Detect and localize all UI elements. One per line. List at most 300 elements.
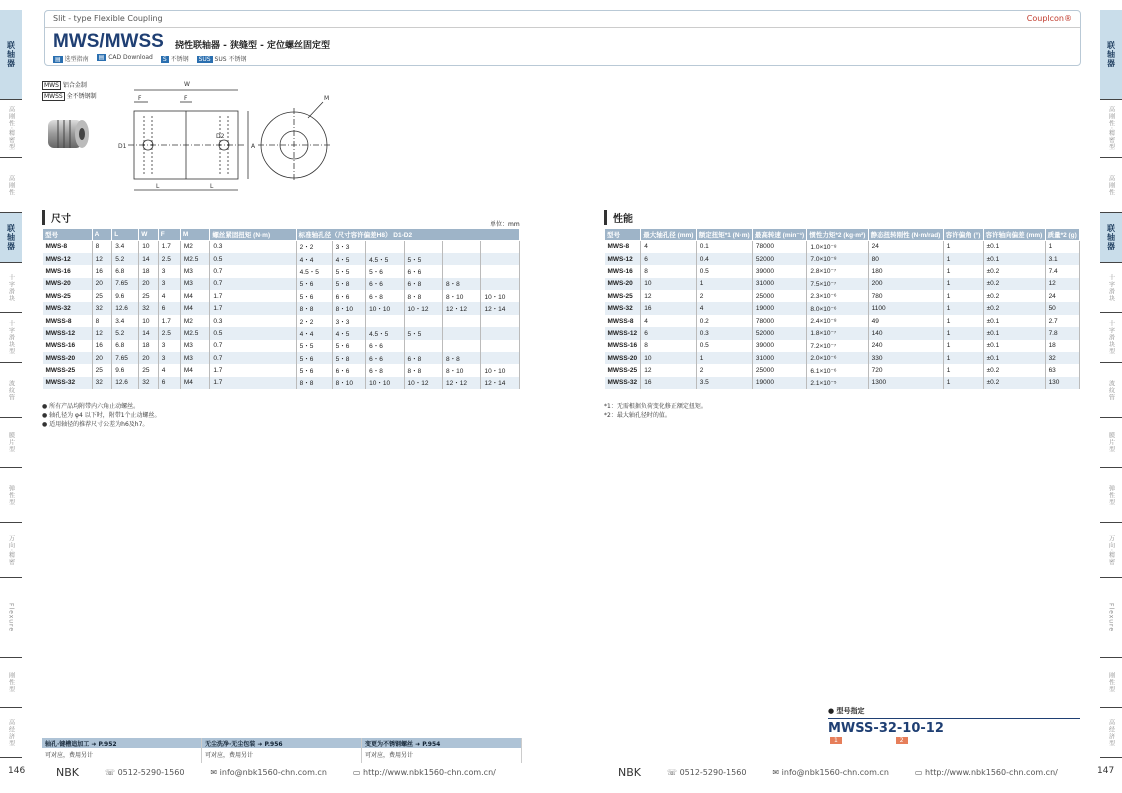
sidebar-tab[interactable]: 刚性型 xyxy=(0,658,22,708)
table-row xyxy=(605,302,1080,314)
table-cell: 2.5 xyxy=(158,327,180,339)
performance-section-title: 性能 xyxy=(604,210,633,225)
table-row xyxy=(605,278,1080,290)
url-link[interactable]: ▭ http://www.nbk1560-chn.com.cn/ xyxy=(914,768,1058,777)
table-cell xyxy=(481,327,520,339)
service-item[interactable]: 轴孔·键槽追加工 ➜ P.952 可对应，费用另计 xyxy=(42,738,202,763)
guide-link[interactable]: ▤ 选型指南 xyxy=(55,56,89,63)
table-cell: 31000 xyxy=(752,278,807,290)
table-cell: MWSS-25 xyxy=(43,364,93,376)
table-cell: 0.7 xyxy=(210,340,296,352)
table-cell: MWS-12 xyxy=(43,253,93,265)
footer-right xyxy=(618,766,1058,779)
table-cell: 0.5 xyxy=(696,340,752,352)
table-cell: 25000 xyxy=(752,290,807,302)
table-cell: 0.3 xyxy=(210,315,296,327)
table-cell: 1.7 xyxy=(210,290,296,302)
mail-icon: ✉ xyxy=(772,768,780,777)
table-cell: 780 xyxy=(868,290,943,302)
table-cell xyxy=(443,315,481,327)
table-cell: 6.1×10⁻⁶ xyxy=(807,364,868,376)
table-cell: 330 xyxy=(868,352,943,364)
table-cell: 12 xyxy=(92,253,112,265)
table-row xyxy=(605,315,1080,327)
table-cell: 4 xyxy=(158,290,180,302)
col-header: M xyxy=(180,229,209,241)
table-row xyxy=(43,290,520,302)
sidebar-tab[interactable]: 高刚性 xyxy=(1100,158,1122,213)
table-cell: 1 xyxy=(943,340,983,352)
table-cell: 3 xyxy=(158,265,180,277)
mws-badge: MWS xyxy=(44,82,59,89)
d1-label: D1 xyxy=(118,143,127,150)
sidebar-tab[interactable]: 弹性型 xyxy=(0,468,22,523)
table-cell: ±0.2 xyxy=(983,302,1045,314)
table-row xyxy=(605,364,1080,376)
table-cell: MWSS-8 xyxy=(605,315,641,327)
sidebar-tab[interactable]: 联轴器 xyxy=(0,213,22,263)
table-cell: 8・8 xyxy=(296,302,332,314)
table-cell: 3 xyxy=(158,340,180,352)
table-cell: 20 xyxy=(92,352,112,364)
sidebar-tab[interactable]: 十字滑块型 xyxy=(1100,313,1122,363)
table-cell: 10・10 xyxy=(481,290,520,302)
dimension-notes: ● 所有产品均附带内六角止动螺丝。 ● 轴孔径为 φ4 以下时，附带1个止动螺丝。 ● 适用轴径的推荐尺寸公差为h6及h7。 xyxy=(42,403,161,428)
table-cell: M3 xyxy=(180,352,209,364)
table-cell: M2 xyxy=(180,241,209,253)
sidebar-tab[interactable]: 联轴器 xyxy=(1100,10,1122,100)
sidebar-tab[interactable]: 高经济型 xyxy=(0,708,22,758)
table-cell: 4・4 xyxy=(296,253,332,265)
sidebar-tab[interactable]: 高刚性·精密型 xyxy=(1100,100,1122,158)
table-row xyxy=(605,253,1080,265)
table-cell: 25 xyxy=(92,364,112,376)
table-cell: 10・10 xyxy=(366,302,404,314)
table-cell: 0.5 xyxy=(210,327,296,339)
table-cell: 12 xyxy=(1045,278,1079,290)
table-cell: M2 xyxy=(180,315,209,327)
table-cell: 52000 xyxy=(752,253,807,265)
sidebar-tab[interactable]: Flexure xyxy=(1100,578,1122,658)
table-cell xyxy=(481,241,520,253)
table-cell: 3.4 xyxy=(112,315,139,327)
table-cell: 4・4 xyxy=(296,327,332,339)
sidebar-tab[interactable]: 膜片型 xyxy=(1100,418,1122,468)
table-row xyxy=(605,352,1080,364)
table-cell: ±0.1 xyxy=(983,315,1045,327)
table-cell: 8・8 xyxy=(443,352,481,364)
footer-brand: NBK xyxy=(618,766,641,779)
table-cell: 12 xyxy=(641,364,696,376)
table-cell: 1300 xyxy=(868,377,943,389)
service-item[interactable]: 无尘洗净·无尘包装 ➜ P.956 可对应，费用另计 xyxy=(202,738,362,763)
sidebar-tab[interactable]: 十字滑块型 xyxy=(0,313,22,363)
table-cell: MWS-8 xyxy=(605,241,641,253)
table-cell: 4・5 xyxy=(332,253,365,265)
table-cell: 6 xyxy=(641,253,696,265)
table-cell: 2.3×10⁻⁶ xyxy=(807,290,868,302)
table-cell: 39000 xyxy=(752,265,807,277)
table-cell: 1 xyxy=(943,302,983,314)
sus-link[interactable]: SUS SUS 不锈钢 xyxy=(198,56,247,63)
table-cell: ±0.1 xyxy=(983,340,1045,352)
table-cell: 10・10 xyxy=(481,364,520,376)
table-cell: 5・6 xyxy=(296,364,332,376)
w-label: W xyxy=(184,81,190,88)
col-header: 惯性力矩*2 (kg·m²) xyxy=(807,229,868,241)
web-icon: ▭ xyxy=(914,768,923,777)
product-image xyxy=(42,110,92,158)
col-header: 型号 xyxy=(43,229,93,241)
table-cell: MWS-16 xyxy=(605,265,641,277)
sidebar-tab[interactable]: 刚性型 xyxy=(1100,658,1122,708)
table-row xyxy=(43,364,520,376)
table-cell: 7.0×10⁻⁸ xyxy=(807,253,868,265)
table-cell: 4 xyxy=(641,315,696,327)
table-cell: 20 xyxy=(139,352,159,364)
sidebar-tab[interactable]: 波纹管 xyxy=(1100,363,1122,418)
table-cell: 6・8 xyxy=(366,364,404,376)
table-cell: ±0.2 xyxy=(983,278,1045,290)
table-cell: 1 xyxy=(943,241,983,253)
table-cell: 32 xyxy=(139,377,159,389)
sidebar-tab[interactable]: 高经济型 xyxy=(1100,708,1122,758)
table-cell: 16 xyxy=(92,340,112,352)
table-row xyxy=(43,265,520,277)
table-row xyxy=(43,352,520,364)
table-cell: 1 xyxy=(943,278,983,290)
table-cell: MWS-25 xyxy=(43,290,93,302)
table-cell: 130 xyxy=(1045,377,1079,389)
stainless-link[interactable]: S 不锈钢 xyxy=(162,56,189,63)
sidebar-tab[interactable]: 波纹管 xyxy=(0,363,22,418)
sidebar-tab[interactable]: 十字滑块 xyxy=(1100,263,1122,313)
order-spec xyxy=(828,706,1080,744)
table-cell: MWSS-8 xyxy=(43,315,93,327)
table-cell: 2・2 xyxy=(296,241,332,253)
table-cell: 5・6 xyxy=(366,265,404,277)
col-header: 标准轴孔径（尺寸容许偏差H8） D1-D2 xyxy=(296,229,519,241)
table-cell: 8 xyxy=(641,340,696,352)
table-cell: M4 xyxy=(180,377,209,389)
service-info-bar xyxy=(42,738,522,763)
table-cell: 6・8 xyxy=(366,290,404,302)
table-cell: 10 xyxy=(641,352,696,364)
table-cell: 4.5・5 xyxy=(366,327,404,339)
table-cell: 1 xyxy=(943,377,983,389)
table-cell: 9.6 xyxy=(112,290,139,302)
web-icon: ▭ xyxy=(352,768,361,777)
cad-link[interactable]: ▤ CAD Download xyxy=(98,54,153,61)
cad-icon: ▤ xyxy=(98,54,105,61)
table-cell: 80 xyxy=(868,253,943,265)
table-row xyxy=(43,327,520,339)
table-cell: 5.2 xyxy=(112,253,139,265)
table-cell: 7.4 xyxy=(1045,265,1079,277)
footer-left xyxy=(56,766,496,779)
table-cell: M2.5 xyxy=(180,327,209,339)
table-cell: 6・6 xyxy=(332,290,365,302)
service-item[interactable]: 变更为不锈钢螺丝 ➜ P.954 可对应，费用另计 xyxy=(362,738,522,763)
table-cell xyxy=(443,253,481,265)
sidebar-tab[interactable]: 万向·精密 xyxy=(1100,523,1122,578)
table-cell xyxy=(366,315,404,327)
table-row xyxy=(605,290,1080,302)
table-cell: 1 xyxy=(696,278,752,290)
table-row xyxy=(43,253,520,265)
table-cell: 6 xyxy=(158,302,180,314)
table-cell: 3 xyxy=(158,278,180,290)
sidebar-tab[interactable]: 十字滑块 xyxy=(0,263,22,313)
brand-logo: Couplcon® xyxy=(1026,14,1072,23)
table-cell: 7.2×10⁻⁷ xyxy=(807,340,868,352)
performance-table xyxy=(604,228,1080,389)
table-cell: 12・12 xyxy=(443,377,481,389)
table-cell: 12.6 xyxy=(112,377,139,389)
table-cell: 2・2 xyxy=(296,315,332,327)
table-cell: 1100 xyxy=(868,302,943,314)
table-row xyxy=(43,315,520,327)
table-cell: 24 xyxy=(868,241,943,253)
url-link[interactable]: ▭ http://www.nbk1560-chn.com.cn/ xyxy=(352,768,496,777)
table-cell: MWSS-16 xyxy=(605,340,641,352)
table-cell: 18 xyxy=(1045,340,1079,352)
m-label: M xyxy=(324,95,330,102)
table-cell: 1.7 xyxy=(210,377,296,389)
page-title: MWS/MWSS xyxy=(53,31,164,52)
table-cell: 6・6 xyxy=(404,265,442,277)
table-cell xyxy=(366,241,404,253)
table-cell: 19000 xyxy=(752,377,807,389)
table-cell: M3 xyxy=(180,278,209,290)
table-cell: 14 xyxy=(139,253,159,265)
table-cell: MWSS-12 xyxy=(43,327,93,339)
table-cell: 7.5×10⁻⁷ xyxy=(807,278,868,290)
table-cell: 18 xyxy=(139,340,159,352)
table-cell: 10・10 xyxy=(366,377,404,389)
table-cell: 0.2 xyxy=(696,315,752,327)
table-cell: 1 xyxy=(943,265,983,277)
table-cell: 6・6 xyxy=(366,340,404,352)
table-cell: MWS-20 xyxy=(43,278,93,290)
col-header: 型号 xyxy=(605,229,641,241)
table-cell: 8・8 xyxy=(296,377,332,389)
sidebar-tab[interactable]: Flexure xyxy=(0,578,22,658)
footer-brand: NBK xyxy=(56,766,79,779)
table-cell: MWSS-25 xyxy=(605,364,641,376)
table-cell: MWSS-20 xyxy=(43,352,93,364)
table-cell xyxy=(443,340,481,352)
table-cell: 7.65 xyxy=(112,352,139,364)
table-cell xyxy=(481,340,520,352)
table-cell: 3・3 xyxy=(332,315,365,327)
table-cell: 12 xyxy=(641,290,696,302)
table-cell xyxy=(481,253,520,265)
table-cell: 180 xyxy=(868,265,943,277)
table-cell xyxy=(481,315,520,327)
table-cell: 8 xyxy=(92,315,112,327)
table-cell: 24 xyxy=(1045,290,1079,302)
table-cell: 140 xyxy=(868,327,943,339)
table-row xyxy=(605,377,1080,389)
table-cell: 6・6 xyxy=(366,352,404,364)
sidebar-tab[interactable]: 膜片型 xyxy=(0,418,22,468)
table-cell: M3 xyxy=(180,265,209,277)
table-cell: 1.8×10⁻⁷ xyxy=(807,327,868,339)
table-cell: 31000 xyxy=(752,352,807,364)
d2-label: D2 xyxy=(216,133,225,140)
sus-icon: SUS xyxy=(198,56,211,63)
table-cell: 200 xyxy=(868,278,943,290)
table-cell: ±0.1 xyxy=(983,352,1045,364)
table-cell: 3・3 xyxy=(332,241,365,253)
table-cell: 5・8 xyxy=(332,278,365,290)
sidebar-tab[interactable]: 联轴器 xyxy=(1100,213,1122,263)
order-badge-2: 2 xyxy=(896,737,908,744)
table-cell: 4・5 xyxy=(332,327,365,339)
table-cell: 52000 xyxy=(752,327,807,339)
table-cell: 8・8 xyxy=(404,364,442,376)
table-cell: 19000 xyxy=(752,302,807,314)
table-cell: 4 xyxy=(641,241,696,253)
col-header: 静态扭转刚性 (N·m/rad) xyxy=(868,229,943,241)
table-cell: 10・12 xyxy=(404,302,442,314)
phone-icon: ☏ xyxy=(667,768,678,777)
table-row xyxy=(43,377,520,389)
table-cell: 12・14 xyxy=(481,302,520,314)
table-cell: MWSS-16 xyxy=(43,340,93,352)
table-cell: 5・8 xyxy=(332,352,365,364)
table-cell: 10 xyxy=(139,241,159,253)
table-cell: 8・10 xyxy=(443,364,481,376)
col-header: W xyxy=(139,229,159,241)
table-cell xyxy=(481,278,520,290)
table-cell: 5・5 xyxy=(332,265,365,277)
table-cell: 6・6 xyxy=(366,278,404,290)
table-cell: M3 xyxy=(180,340,209,352)
table-cell: 12 xyxy=(92,327,112,339)
table-cell: 8・8 xyxy=(404,290,442,302)
table-cell: M4 xyxy=(180,290,209,302)
table-cell: 1 xyxy=(943,364,983,376)
sidebar-tab[interactable]: 万向·精密 xyxy=(0,523,22,578)
order-badge-1: 1 xyxy=(830,737,842,744)
table-cell xyxy=(481,352,520,364)
table-cell: 0.5 xyxy=(696,265,752,277)
sidebar-tab[interactable]: 高刚性 xyxy=(0,158,22,213)
table-cell: 32 xyxy=(92,377,112,389)
table-cell: MWSS-32 xyxy=(43,377,93,389)
table-cell: 6・8 xyxy=(404,352,442,364)
table-cell: MWSS-32 xyxy=(605,377,641,389)
table-cell: 2 xyxy=(696,364,752,376)
table-cell: 10 xyxy=(641,278,696,290)
table-cell: 5・5 xyxy=(404,327,442,339)
table-cell: 25000 xyxy=(752,364,807,376)
sidebar-tab[interactable]: 联轴器 xyxy=(0,10,22,100)
table-cell: 6・8 xyxy=(404,278,442,290)
table-cell: 6.8 xyxy=(112,340,139,352)
table-cell: 2.1×10⁻⁵ xyxy=(807,377,868,389)
col-header: L xyxy=(112,229,139,241)
col-header: 最大轴孔径 (mm) xyxy=(641,229,696,241)
table-cell: 8 xyxy=(641,265,696,277)
stainless-icon: S xyxy=(162,56,167,63)
table-cell: 5・6 xyxy=(332,340,365,352)
col-header: 容许偏角 (°) xyxy=(943,229,983,241)
category-label: Slit - type Flexible Coupling xyxy=(45,11,1080,28)
table-cell: 10 xyxy=(139,315,159,327)
table-cell: 3 xyxy=(158,352,180,364)
table-cell: 39000 xyxy=(752,340,807,352)
table-cell: 8・10 xyxy=(443,290,481,302)
page-subtitle: 挠性联轴器 - 狭缝型 - 定位螺丝固定型 xyxy=(175,41,331,51)
dimension-section-title: 尺寸 xyxy=(42,210,71,225)
table-cell xyxy=(481,265,520,277)
table-cell: 3.1 xyxy=(1045,253,1079,265)
l-label-right: L xyxy=(210,183,214,190)
phone-icon: ☏ xyxy=(105,768,116,777)
col-header: 容许轴向偏差 (mm) xyxy=(983,229,1045,241)
table-cell: ±0.1 xyxy=(983,327,1045,339)
table-cell xyxy=(443,327,481,339)
table-cell: 240 xyxy=(868,340,943,352)
table-cell: 4 xyxy=(696,302,752,314)
table-cell: 5・5 xyxy=(296,340,332,352)
table-cell: 6.8 xyxy=(112,265,139,277)
table-cell: 0.4 xyxy=(696,253,752,265)
table-cell: MWS-32 xyxy=(43,302,93,314)
table-cell: 0.3 xyxy=(696,327,752,339)
unit-label: 单位：mm xyxy=(490,221,520,228)
col-header: 最高转速 (min⁻¹) xyxy=(752,229,807,241)
table-cell: 9.6 xyxy=(112,364,139,376)
email-link[interactable]: ✉ info@nbk1560-chn.com.cn xyxy=(772,768,889,777)
l-label-left: L xyxy=(156,183,160,190)
table-cell: 20 xyxy=(139,278,159,290)
sidebar-tab[interactable]: 高刚性·精密型 xyxy=(0,100,22,158)
table-cell: ±0.2 xyxy=(983,290,1045,302)
page-number-right: 147 xyxy=(1097,766,1115,776)
table-cell: MWS-20 xyxy=(605,278,641,290)
table-cell: 2.5 xyxy=(158,253,180,265)
sidebar-tab[interactable]: 弹性型 xyxy=(1100,468,1122,523)
table-cell: MWS-16 xyxy=(43,265,93,277)
table-cell: ±0.2 xyxy=(983,377,1045,389)
table-cell: 1 xyxy=(943,327,983,339)
performance-notes: *1：无需根据负荷变化修正额定扭矩。 *2：最大轴孔径时的值。 xyxy=(604,403,707,419)
table-cell: 16 xyxy=(641,302,696,314)
table-cell: 6 xyxy=(158,377,180,389)
table-cell: 1 xyxy=(943,352,983,364)
table-cell: MWS-25 xyxy=(605,290,641,302)
table-cell: MWS-12 xyxy=(605,253,641,265)
email-link[interactable]: ✉ info@nbk1560-chn.com.cn xyxy=(210,768,327,777)
col-header: A xyxy=(92,229,112,241)
table-cell: MWSS-20 xyxy=(605,352,641,364)
table-cell: 25 xyxy=(139,364,159,376)
table-cell: 0.5 xyxy=(210,253,296,265)
table-cell: 6 xyxy=(641,327,696,339)
phone-text: ☏ 0512-5290-1560 xyxy=(667,768,747,777)
table-cell: 2 xyxy=(696,290,752,302)
table-cell: 50 xyxy=(1045,302,1079,314)
doc-icon: ▤ xyxy=(55,56,61,63)
page-header xyxy=(44,10,1081,66)
table-cell: 1.7 xyxy=(210,302,296,314)
table-cell: 1 xyxy=(943,290,983,302)
table-cell: 5・6 xyxy=(296,278,332,290)
